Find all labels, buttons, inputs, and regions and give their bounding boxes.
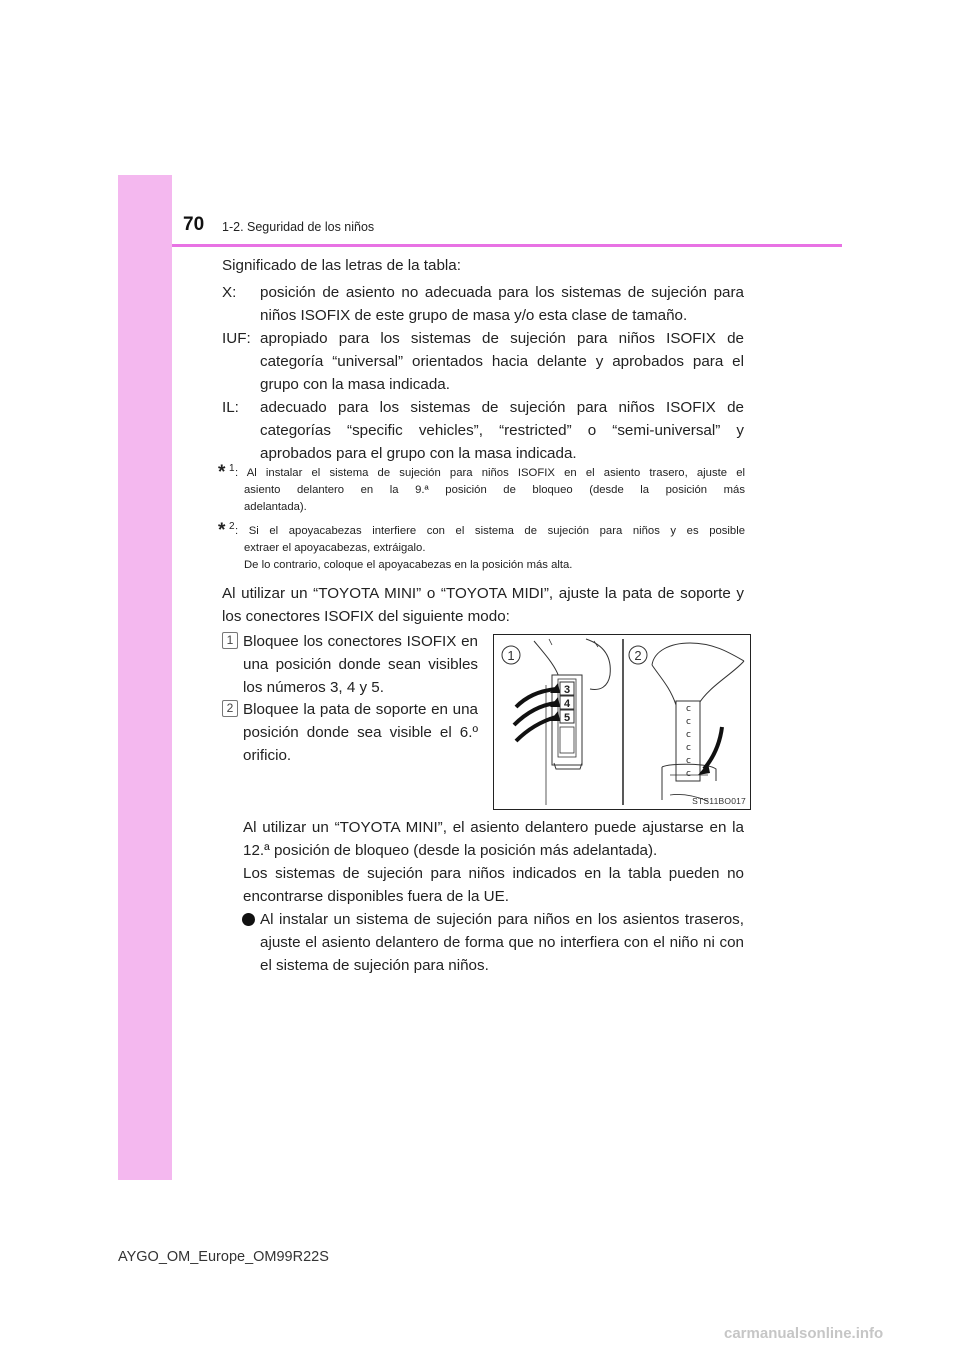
svg-text:c: c — [686, 756, 691, 766]
adjust-intro-line: los conectores ISOFIX del siguiente modo: — [222, 608, 510, 625]
page-number: 70 — [183, 214, 205, 235]
note-line: 12.ª posición de bloqueo (desde la posición más adelantada). — [243, 842, 658, 859]
watermark: carmanualsonline.info — [724, 1325, 884, 1342]
intro-text: Significado de las letras de la tabla: — [222, 257, 461, 274]
figure-label-1: 1 — [507, 648, 515, 663]
step-badge: 1 — [222, 632, 238, 649]
side-tab-band — [118, 175, 172, 1180]
section-title: 1-2. Seguridad de los niños — [222, 220, 375, 234]
footnote-mark: * — [218, 462, 226, 483]
svg-text:c: c — [686, 730, 691, 740]
adjust-intro-line: Al utilizar un “TOYOTA MINI” o “TOYOTA MIDI”, ajuste la pata de soporte y — [222, 585, 744, 602]
svg-text:c: c — [686, 743, 691, 753]
note-line: Los sistemas de sujeción para niños indicados en la tabla pueden no — [243, 865, 744, 882]
figure-label-2: 2 — [634, 648, 642, 663]
bullet-line: Al instalar un sistema de sujeción para niños en los asientos traseros, — [260, 911, 744, 928]
svg-text:c: c — [686, 717, 691, 727]
bullet-line: el sistema de sujeción para niños. — [260, 957, 489, 974]
note-line: encontrarse disponibles fuera de la UE. — [243, 888, 509, 905]
footnote-mark: * — [218, 520, 226, 541]
step-badge: 2 — [222, 700, 238, 717]
footnote-line: : Si el apoyacabezas interfiere con el sistema de sujeción para niños y es posible — [235, 525, 745, 537]
definition-term: IL: — [222, 399, 239, 416]
footnote-number: 2 — [229, 521, 235, 532]
svg-text:c: c — [686, 769, 691, 779]
definition-line: posición de asiento no adecuada para los sistemas de sujeción para — [260, 284, 744, 301]
step-line: orificio. — [243, 747, 292, 764]
step-line: posición donde sea visible el 6.º — [243, 724, 478, 741]
definition-line: apropiado para los sistemas de sujeción para niños ISOFIX de — [260, 330, 744, 347]
connector-number: 5 — [563, 712, 571, 724]
definition-line: categorías “specific vehicles”, “restricted” o “semi-universal” y — [260, 422, 744, 439]
step-line: Bloquee los conectores ISOFIX en — [243, 633, 478, 650]
definition-line: aprobados para el grupo con la masa indicada. — [260, 445, 577, 462]
isofix-illustration — [493, 634, 751, 810]
footnote-line: De lo contrario, coloque el apoyacabezas en la posición más alta. — [244, 559, 573, 571]
footnote-line: adelantada). — [244, 501, 307, 513]
connector-number: 4 — [563, 698, 571, 710]
step-line: una posición donde sean visibles — [243, 656, 478, 673]
isofix-drawing — [494, 635, 750, 809]
definition-line: adecuado para los sistemas de sujeción para niños ISOFIX de — [260, 399, 744, 416]
bullet-line: ajuste el asiento delantero de forma que no interfiera con el niño ni con — [260, 934, 744, 951]
connector-number: 3 — [563, 684, 571, 696]
footnote-line: extraer el apoyacabezas, extráigalo. — [244, 542, 426, 554]
note-line: Al utilizar un “TOYOTA MINI”, el asiento delantero puede ajustarse en la — [243, 819, 744, 836]
step-line: Bloquee la pata de soporte en una — [243, 701, 478, 718]
footer-doc-code: AYGO_OM_Europe_OM99R22S — [118, 1249, 329, 1265]
figure-code: STS11BO017 — [692, 796, 746, 806]
definition-line: niños ISOFIX de este grupo de masa y/o esta clase de tamaño. — [260, 307, 688, 324]
footnote-line: asiento delantero en la 9.ª posición de bloqueo (desde la posición más — [244, 484, 745, 496]
step-line: los números 3, 4 y 5. — [243, 679, 384, 696]
svg-text:c: c — [686, 704, 691, 714]
footnote-line: : Al instalar el sistema de sujeción para niños ISOFIX en el asiento trasero, ajuste el — [235, 467, 745, 479]
header-rule — [172, 244, 842, 247]
definition-term: IUF: — [222, 330, 251, 347]
definition-line: grupo con la masa indicada. — [260, 376, 450, 393]
footnote-number: 1 — [229, 463, 235, 474]
definition-term: X: — [222, 284, 237, 301]
definition-line: categoría “universal” orientados hacia delante y aprobados para el — [260, 353, 744, 370]
bullet-icon — [242, 913, 255, 926]
